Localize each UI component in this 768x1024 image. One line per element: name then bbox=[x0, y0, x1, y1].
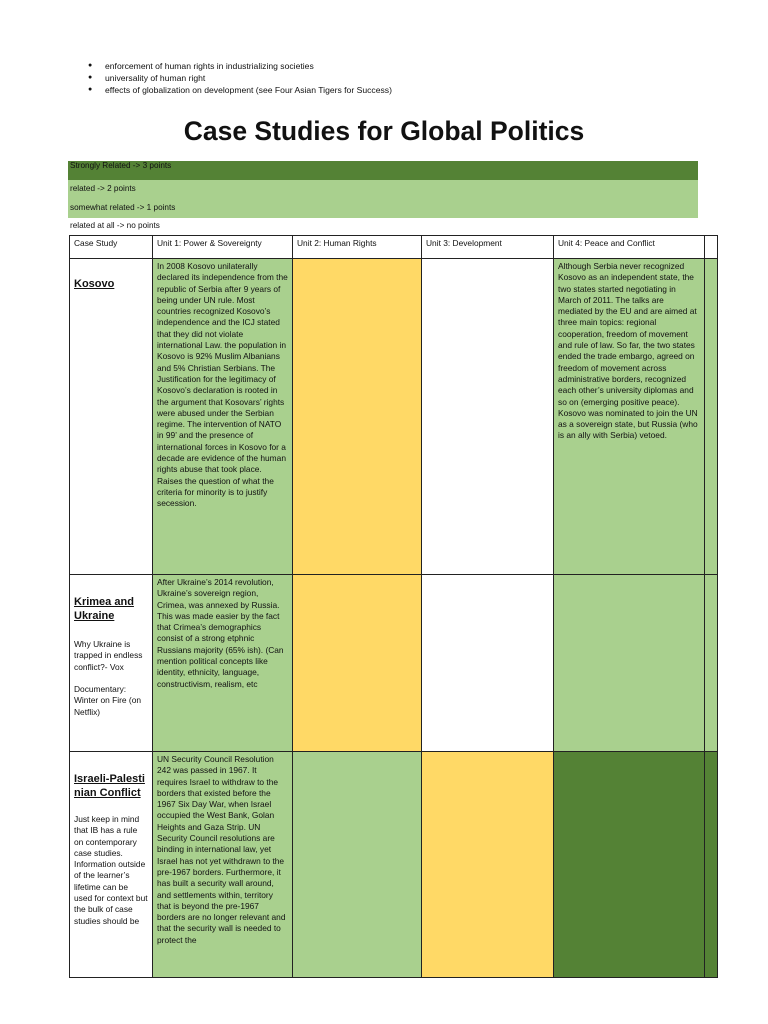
unit3-cell bbox=[422, 259, 554, 575]
bullet-item bbox=[88, 60, 392, 72]
case-study-note: Why Ukraine is trapped in endless conflict?- Vox Documentary: Winter on Fire (on Netflix) bbox=[74, 639, 143, 717]
case-study-cell bbox=[70, 752, 153, 978]
bullet-dot-icon: ● bbox=[88, 62, 93, 69]
unit3-cell bbox=[422, 575, 554, 752]
header-case-study: Case Study bbox=[70, 236, 153, 259]
bullet-dot-icon: ● bbox=[88, 74, 93, 82]
unit2-cell bbox=[293, 259, 422, 575]
table-row-israel-palestine bbox=[70, 752, 718, 978]
unit4-cell bbox=[554, 575, 705, 752]
bullet-item bbox=[88, 84, 392, 96]
unit4-cell: Although Serbia never recognized Kosovo as an independent state, the two states started negotiating in March of 2011. The talks are mediated by the EU and are aimed at three main topics: regional cooperation, freedom of movement and rule of law. So far, the two states ended the trade embargo, agreed on freedom of movement across administrative borders, recognized each other’s university diplomas and so on (emerging positive peace). Kosovo was nominated to join the UN as a sovereign state, but Russia (who is an ally with Serbia) vetoed. bbox=[554, 259, 705, 575]
header-unit-1: Unit 1: Power & Sovereignty bbox=[153, 236, 293, 259]
case-study-note: Just keep in mind that IB has a rule on contemporary case studies. Information outside of the learner’s lifetime can be used for context but the bulk of case studies should be bbox=[74, 814, 148, 926]
case-study-name: Israeli-Palestinian Conflict bbox=[74, 773, 145, 799]
table-header-row bbox=[70, 236, 718, 259]
unit1-cell: UN Security Council Resolution 242 was passed in 1967. It requires Israel to withdraw to the borders that existed before the 1967 Six Day War, when Israel occupied the West Bank, Golan Heights and Gaza Strip. UN Security Council resolutions are binding in international law, yet Israel has not yet withdrawn to the pre-1967 borders. Furthermore, it has built a security wall around, and settlements within, territory that is beyond the pre-1967 borders are no longer relevant and that the security wall is needed to protect the bbox=[153, 752, 293, 978]
case-study-name: Krimea and Ukraine bbox=[74, 596, 134, 622]
header-extra bbox=[705, 236, 718, 259]
case-study-cell bbox=[70, 575, 153, 752]
unit4-cell bbox=[554, 752, 705, 978]
extra-cell bbox=[705, 259, 718, 575]
header-unit-4: Unit 4: Peace and Conflict bbox=[554, 236, 705, 259]
case-study-name: Kosovo bbox=[74, 278, 115, 290]
unit2-cell bbox=[293, 752, 422, 978]
bullet-text: effects of globalization on development (see Four Asian Tigers for Success) bbox=[105, 85, 392, 96]
bullet-item bbox=[88, 72, 392, 84]
header-unit-3: Unit 3: Development bbox=[422, 236, 554, 259]
case-study-cell bbox=[70, 259, 153, 575]
unit2-cell bbox=[293, 575, 422, 752]
case-studies-table bbox=[69, 235, 718, 978]
bullet-dot-icon: ● bbox=[88, 86, 93, 94]
extra-cell bbox=[705, 575, 718, 752]
table-row-crimea bbox=[70, 575, 718, 752]
bullet-text: enforcement of human rights in industrializing societies bbox=[105, 61, 314, 71]
unit1-cell: After Ukraine’s 2014 revolution, Ukraine’s sovereign region, Crimea, was annexed by Russia. This was made easier by the fact that Crimea’s demographics consist of a strong etphnic Russians majority (65% ish). (Can mention political concepts like identity, ethnicity, language, constructivism, realism, etc bbox=[153, 575, 293, 752]
unit3-cell bbox=[422, 752, 554, 978]
legend-not-related: related at all -> no points bbox=[68, 218, 698, 232]
legend-somewhat-related: somewhat related -> 1 points bbox=[68, 198, 698, 218]
page-title: Case Studies for Global Politics bbox=[183, 116, 585, 146]
unit1-cell: In 2008 Kosovo unilaterally declared its independence from the republic of Serbia after 9 years of being under UN rule. Most countries recognized Kosovo’s independence and the ICJ stated that they did not violate international Law. the population in Kosovo is 92% Muslim Albanians and 5% Christian Serbians. The Justification for the legitimacy of Kosovo’s declaration is rooted in the argument that Kosovars’ rights were abused under the Serbian regime. The intervention of NATO in 99’ and the presence of international forces in Kosovo for a decade are evidence of the human rights abuse that took place. Raises the question of what the criteria for minority is to justify secession. bbox=[153, 259, 293, 575]
legend-strongly-related: Strongly Related -> 3 points bbox=[68, 161, 698, 180]
extra-cell bbox=[705, 752, 718, 978]
header-unit-2: Unit 2: Human Rights bbox=[293, 236, 422, 259]
table-row-kosovo bbox=[70, 259, 718, 575]
bullet-list bbox=[88, 60, 392, 97]
points-legend bbox=[68, 161, 698, 232]
bullet-text: universality of human right bbox=[105, 73, 206, 84]
legend-related: related -> 2 points bbox=[68, 180, 698, 198]
